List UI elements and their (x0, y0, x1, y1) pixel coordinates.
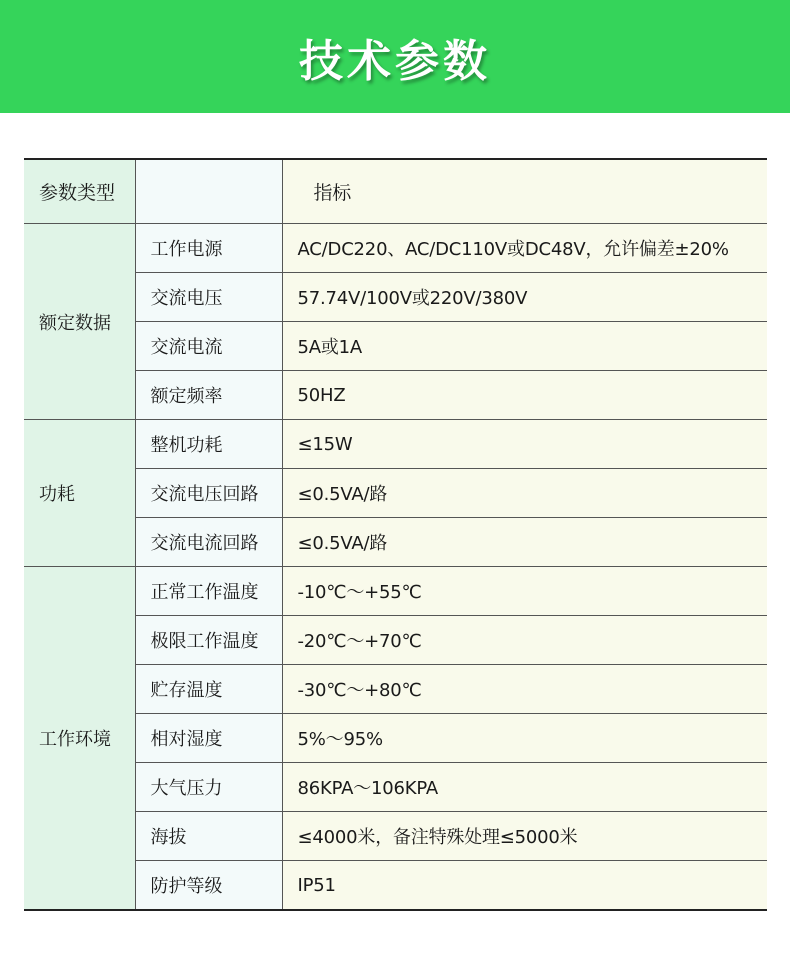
value-cell: 5A或1A (282, 322, 767, 371)
value-cell: 57.74V/100V或220V/380V (282, 273, 767, 322)
value-cell: ≤0.5VA/路 (282, 469, 767, 518)
table-row (24, 273, 767, 322)
item-cell: 防护等级 (135, 861, 282, 911)
value-cell: -10℃～+55℃ (282, 567, 767, 616)
item-cell: 交流电压回路 (135, 469, 282, 518)
category-cell: 额定数据 (24, 224, 135, 420)
value-cell: 86KPA～106KPA (282, 763, 767, 812)
page-header (0, 0, 790, 113)
value-cell: ≤4000米，备注特殊处理≤5000米 (282, 812, 767, 861)
table-row (24, 616, 767, 665)
value-cell: 50HZ (282, 371, 767, 420)
page-title: 技术参数 (299, 35, 491, 87)
item-cell: 贮存温度 (135, 665, 282, 714)
table-row (24, 665, 767, 714)
table-row (24, 567, 767, 616)
value-cell: ≤15W (282, 420, 767, 469)
item-cell: 极限工作温度 (135, 616, 282, 665)
table-row (24, 224, 767, 273)
value-cell: AC/DC220、AC/DC110V或DC48V，允许偏差±20% (282, 224, 767, 273)
table-row (24, 420, 767, 469)
value-cell: 5%～95% (282, 714, 767, 763)
header-value: 指标 (282, 159, 767, 224)
item-cell: 大气压力 (135, 763, 282, 812)
category-cell: 功耗 (24, 420, 135, 567)
header-type: 参数类型 (24, 159, 135, 224)
value-cell: IP51 (282, 861, 767, 911)
table-row (24, 812, 767, 861)
header-item (135, 159, 282, 224)
table-row (24, 371, 767, 420)
spec-table (24, 158, 767, 911)
table-row (24, 763, 767, 812)
table-row (24, 861, 767, 911)
category-cell: 工作环境 (24, 567, 135, 911)
table-row (24, 469, 767, 518)
item-cell: 相对湿度 (135, 714, 282, 763)
table-header-row (24, 159, 767, 224)
table-row (24, 518, 767, 567)
item-cell: 工作电源 (135, 224, 282, 273)
item-cell: 整机功耗 (135, 420, 282, 469)
table-row (24, 322, 767, 371)
value-cell: -20℃～+70℃ (282, 616, 767, 665)
item-cell: 交流电流回路 (135, 518, 282, 567)
item-cell: 正常工作温度 (135, 567, 282, 616)
item-cell: 交流电流 (135, 322, 282, 371)
table-row (24, 714, 767, 763)
value-cell: -30℃～+80℃ (282, 665, 767, 714)
item-cell: 海拔 (135, 812, 282, 861)
item-cell: 交流电压 (135, 273, 282, 322)
value-cell: ≤0.5VA/路 (282, 518, 767, 567)
item-cell: 额定频率 (135, 371, 282, 420)
